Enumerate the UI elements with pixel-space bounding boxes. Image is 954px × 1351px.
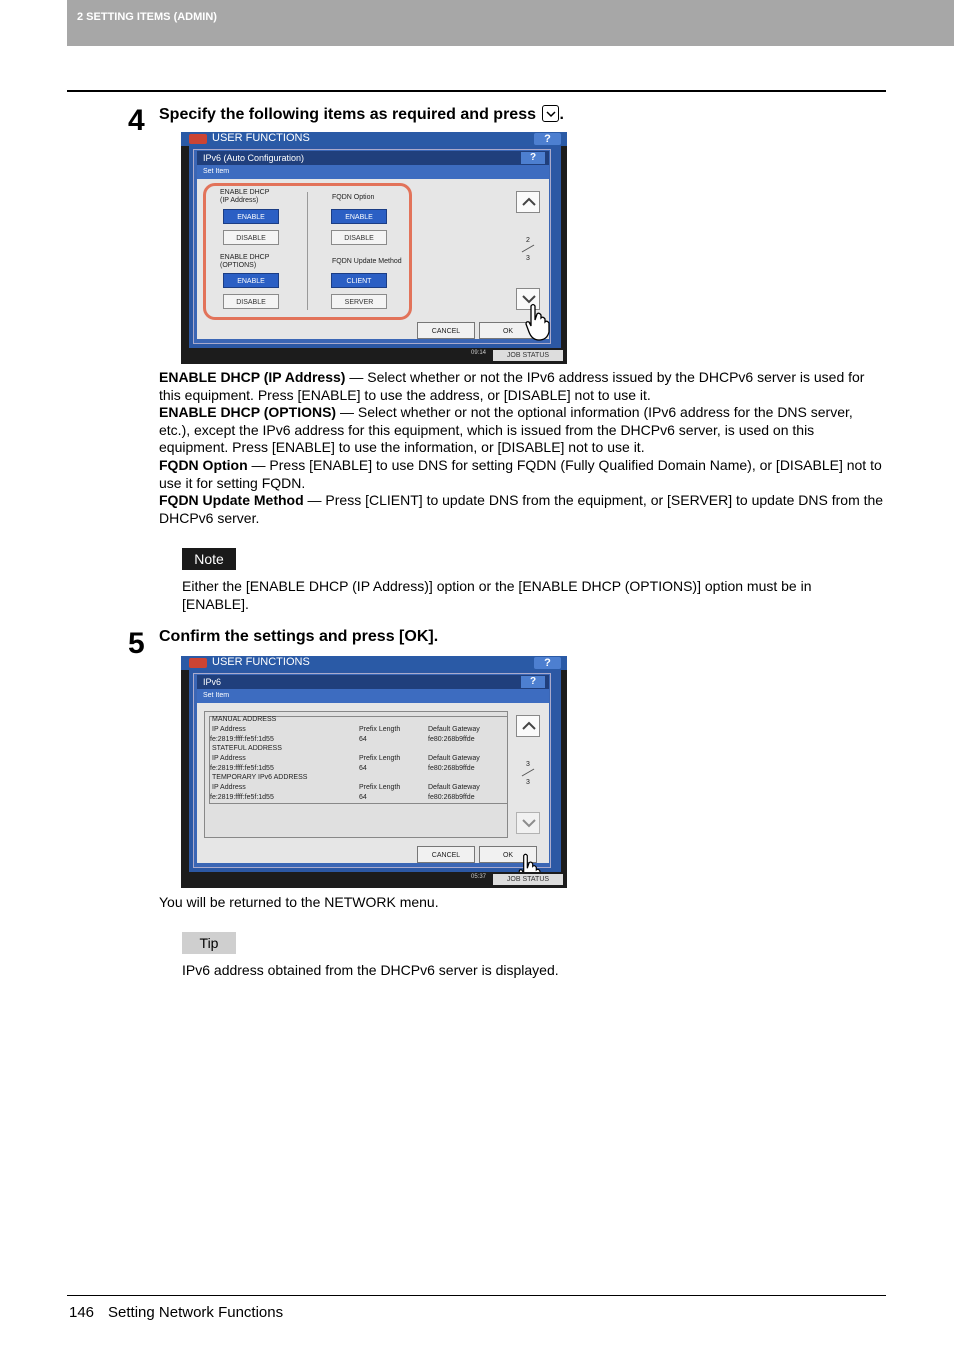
page-total: 3 [526, 779, 530, 786]
screen-status-bar [181, 872, 567, 888]
dialog-title [197, 675, 549, 689]
default-gateway-value: fe80:268b9ffde [428, 794, 475, 801]
default-gateway-label: Default Gateway [428, 755, 480, 762]
desc-text: — Select whether or not the optional information (IPv6 address for the DNS server, etc.), except the IPv6 address for this equipment, which is issued from the DHCPv6 server, is used on this equipment. Press [ENABLE] to use the information, or [DISABLE] not to use it. [159, 404, 853, 456]
footer-title: Setting Network Functions [108, 1304, 284, 1321]
server-button[interactable]: SERVER [331, 294, 387, 309]
prefix-length-value: 64 [359, 794, 367, 801]
fqdn-option-label: FQDN Option [332, 194, 375, 201]
screen-topbar [181, 656, 567, 670]
page-number: 146 [69, 1304, 95, 1321]
screen-topbar [181, 132, 567, 146]
default-gateway-label: Default Gateway [428, 784, 480, 791]
step-number-4: 4 [128, 104, 145, 137]
top-rule [67, 90, 886, 92]
stateful-address-label: STATEFUL ADDRESS [212, 745, 282, 752]
tip-text: IPv6 address obtained from the DHCPv6 server is displayed. [182, 962, 559, 978]
client-button[interactable]: CLIENT [331, 273, 387, 288]
temporary-address-label: TEMPORARY IPv6 ADDRESS [212, 774, 308, 781]
app-title: USER FUNCTIONS [212, 656, 310, 668]
step5-heading: Confirm the settings and press [OK]. [159, 628, 439, 645]
default-gateway-value: fe80:268b9ffde [428, 736, 475, 743]
dhcp-options-enable-button[interactable]: ENABLE [223, 273, 279, 288]
ok-button[interactable]: OK [479, 846, 537, 863]
page-total: 3 [526, 255, 530, 262]
fqdn-enable-button[interactable]: ENABLE [331, 209, 387, 224]
page-current: 3 [526, 761, 530, 768]
bottom-rule [67, 1295, 886, 1296]
fqdn-update-method-label: FQDN Update Method [332, 258, 402, 265]
step4-heading [159, 105, 564, 124]
step-number-5: 5 [128, 627, 145, 660]
manual-address-label: MANUAL ADDRESS [212, 716, 277, 723]
note-text: Either the [ENABLE DHCP (IP Address)] option or the [ENABLE DHCP (OPTIONS)] option must be in [ENABLE]. [182, 578, 812, 612]
help-button[interactable]: ? [534, 133, 561, 145]
step4-heading-end: . [559, 106, 564, 123]
ip-address-label: IP Address [212, 726, 246, 733]
enable-dhcp-options-label: ENABLE DHCP (OPTIONS) [220, 254, 270, 269]
step4-heading-text: Specify the following items as required and press [159, 106, 536, 123]
desc-term: FQDN Update Method [159, 492, 304, 509]
hand-pointer-icon [523, 302, 553, 342]
fqdn-disable-button[interactable]: DISABLE [331, 230, 387, 245]
prefix-length-value: 64 [359, 736, 367, 743]
default-gateway-value: fe80:268b9ffde [428, 765, 475, 772]
default-gateway-label: Default Gateway [428, 726, 480, 733]
dhcp-ip-enable-button[interactable]: ENABLE [223, 209, 279, 224]
ip-address-label: IP Address [212, 784, 246, 791]
ok-button[interactable]: OK [479, 322, 537, 339]
down-key-icon [542, 105, 559, 122]
desc-dhcp-ip [159, 369, 886, 404]
dhcp-ip-disable-button[interactable]: DISABLE [223, 230, 279, 245]
ip-address-value: fe:2819:ffff:fe5f:1d55 [210, 765, 274, 772]
user-functions-icon [189, 134, 207, 144]
set-item-bar: Set Item [197, 165, 549, 179]
dialog-help-button[interactable]: ? [521, 676, 545, 688]
screenshot-ipv6 [181, 656, 567, 888]
section-header-text: 2 SETTING ITEMS (ADMIN) [77, 11, 217, 23]
section-header [67, 0, 954, 46]
clock-time: 05:37 [471, 874, 487, 880]
desc-text: — Select whether or not the IPv6 address issued by the DHCPv6 server is used for this equipment. Press [ENABLE] to use the address, or [DISABLE] not to use it. [159, 369, 865, 403]
desc-fqdn-update [159, 492, 886, 527]
enable-dhcp-ip-label: ENABLE DHCP (IP Address) [220, 189, 270, 204]
ip-address-value: fe:2819:ffff:fe5f:1d55 [210, 736, 274, 743]
scroll-up-button[interactable] [516, 715, 540, 737]
desc-fqdn-option [159, 457, 886, 492]
clock-time: 09:14 [471, 350, 487, 356]
cancel-button[interactable]: CANCEL [417, 846, 475, 863]
prefix-length-label: Prefix Length [359, 784, 401, 791]
ip-address-label: IP Address [212, 755, 246, 762]
desc-text: — Press [ENABLE] to use DNS for setting FQDN (Fully Qualified Domain Name), or [DISABLE] not to use it for setting FQDN. [159, 456, 882, 491]
tip-label: Tip [182, 932, 236, 954]
dhcp-options-disable-button[interactable]: DISABLE [223, 294, 279, 309]
job-status-button[interactable]: JOB STATUS [493, 874, 563, 885]
app-title: USER FUNCTIONS [212, 132, 310, 144]
dialog-title-text: IPv6 (Auto Configuration) [203, 153, 305, 163]
dialog-title-text: IPv6 [203, 677, 222, 687]
step4-descriptions [159, 369, 886, 527]
note-label: Note [182, 548, 236, 570]
user-functions-icon [189, 658, 207, 668]
screenshot-ipv6-auto-config [181, 132, 567, 364]
set-item-bar: Set Item [197, 689, 549, 703]
desc-term: FQDN Option [159, 456, 248, 473]
dialog-help-button[interactable]: ? [521, 152, 545, 164]
screen-status-bar [181, 348, 567, 364]
step5-after-text: You will be returned to the NETWORK menu. [159, 894, 439, 910]
scroll-down-button[interactable] [516, 812, 540, 834]
desc-term: ENABLE DHCP (IP Address) [159, 369, 346, 385]
job-status-button[interactable]: JOB STATUS [493, 350, 563, 361]
prefix-length-label: Prefix Length [359, 755, 401, 762]
desc-dhcp-options [159, 404, 886, 457]
dialog-title [197, 151, 549, 165]
help-button[interactable]: ? [534, 657, 561, 669]
scroll-up-button[interactable] [516, 191, 540, 213]
desc-text: — Press [CLIENT] to update DNS from the equipment, or [SERVER] to update DNS from the DHCPv6 server. [159, 492, 884, 526]
page-footer [69, 1304, 297, 1321]
highlight-frame [203, 183, 412, 320]
page-current: 2 [526, 237, 530, 244]
prefix-length-label: Prefix Length [359, 726, 401, 733]
ip-address-value: fe:2819:ffff:fe5f:1d55 [210, 794, 274, 801]
desc-term: ENABLE DHCP (OPTIONS) [159, 404, 337, 421]
cancel-button[interactable]: CANCEL [417, 322, 475, 339]
prefix-length-value: 64 [359, 765, 367, 772]
